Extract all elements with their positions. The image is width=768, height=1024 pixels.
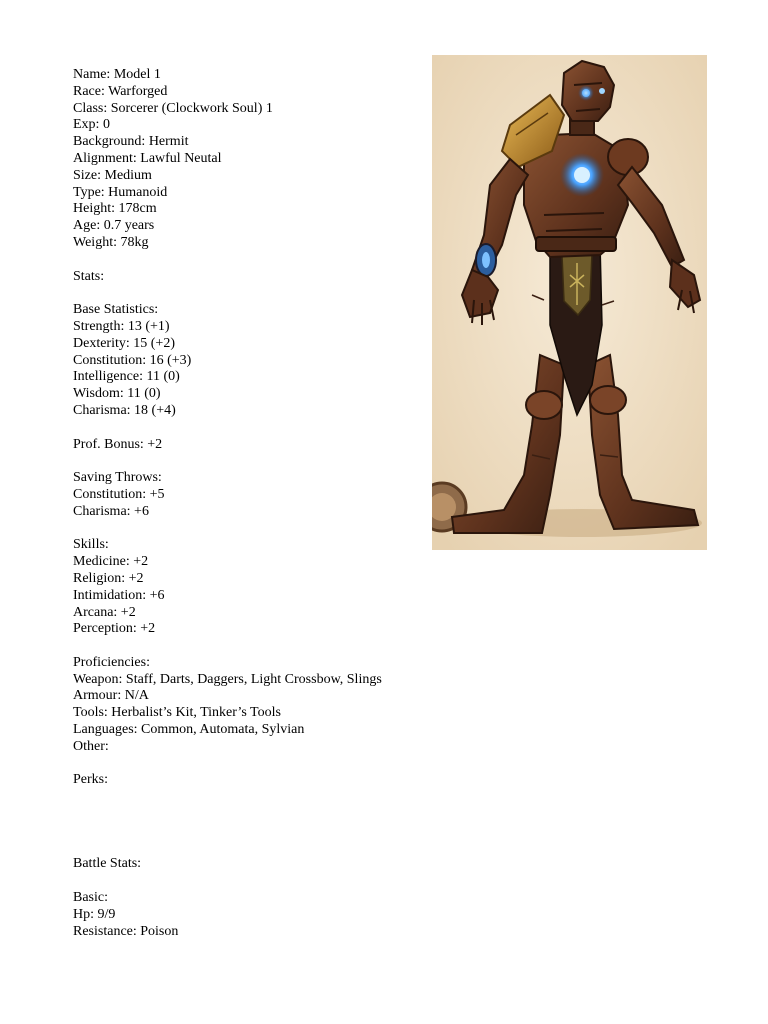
proficiency-weapon: Weapon: Staff, Darts, Daggers, Light Crossbow, Slings <box>73 671 382 687</box>
skill-arcana: Arcana: +2 <box>73 604 136 620</box>
prof-bonus: Prof. Bonus: +2 <box>73 436 163 452</box>
stat-dexterity: Dexterity: 15 (+2) <box>73 335 175 351</box>
warforged-portrait-image <box>432 55 707 550</box>
stat-strength: Strength: 13 (+1) <box>73 318 170 334</box>
char-age: Age: 0.7 years <box>73 218 155 234</box>
spacer <box>73 420 423 437</box>
char-class: Class: Sorcerer (Clockwork Soul) 1 <box>73 100 273 116</box>
proficiencies-heading: Proficiencies: <box>73 654 150 670</box>
character-sheet-text <box>73 67 423 940</box>
spacer <box>73 840 423 857</box>
char-name: Name: Model 1 <box>73 67 161 82</box>
char-background: Background: Hermit <box>73 134 189 150</box>
proficiency-armour: Armour: N/A <box>73 688 149 704</box>
basic-heading: Basic: <box>73 890 108 906</box>
spacer <box>73 521 423 538</box>
skills-heading: Skills: <box>73 537 109 553</box>
saving-throw-constitution: Constitution: +5 <box>73 486 165 502</box>
spacer <box>73 756 423 773</box>
battle-stat-resistance: Resistance: Poison <box>73 923 179 939</box>
proficiency-other: Other: <box>73 738 109 754</box>
spacer <box>73 252 423 269</box>
proficiency-languages: Languages: Common, Automata, Sylvian <box>73 722 305 738</box>
char-alignment: Alignment: Lawful Neutal <box>73 150 222 166</box>
spacer <box>73 789 423 839</box>
spacer <box>73 873 423 890</box>
skill-intimidation: Intimidation: +6 <box>73 587 165 603</box>
stat-charisma: Charisma: 18 (+4) <box>73 402 176 418</box>
char-height: Height: 178cm <box>73 201 157 217</box>
warforged-figure-illustration <box>432 55 707 550</box>
stat-intelligence: Intelligence: 11 (0) <box>73 369 180 385</box>
stats-heading: Stats: <box>73 268 105 284</box>
spacer <box>73 638 423 655</box>
spacer <box>73 285 423 302</box>
spacer <box>73 453 423 470</box>
saving-throws-heading: Saving Throws: <box>73 470 162 486</box>
battle-stats-heading: Battle Stats: <box>73 856 142 872</box>
char-type: Type: Humanoid <box>73 184 168 200</box>
proficiency-tools: Tools: Herbalist’s Kit, Tinker’s Tools <box>73 705 281 721</box>
stat-wisdom: Wisdom: 11 (0) <box>73 386 161 402</box>
base-statistics-heading: Base Statistics: <box>73 302 159 318</box>
skill-religion: Religion: +2 <box>73 570 144 586</box>
char-size: Size: Medium <box>73 167 152 183</box>
saving-throw-charisma: Charisma: +6 <box>73 503 149 519</box>
char-exp: Exp: 0 <box>73 117 110 133</box>
perks-heading: Perks: <box>73 772 108 788</box>
stat-constitution: Constitution: 16 (+3) <box>73 352 192 368</box>
char-weight: Weight: 78kg <box>73 234 149 250</box>
skill-medicine: Medicine: +2 <box>73 554 149 570</box>
char-race: Race: Warforged <box>73 83 168 99</box>
skill-perception: Perception: +2 <box>73 621 156 637</box>
battle-stat-hp: Hp: 9/9 <box>73 906 116 922</box>
